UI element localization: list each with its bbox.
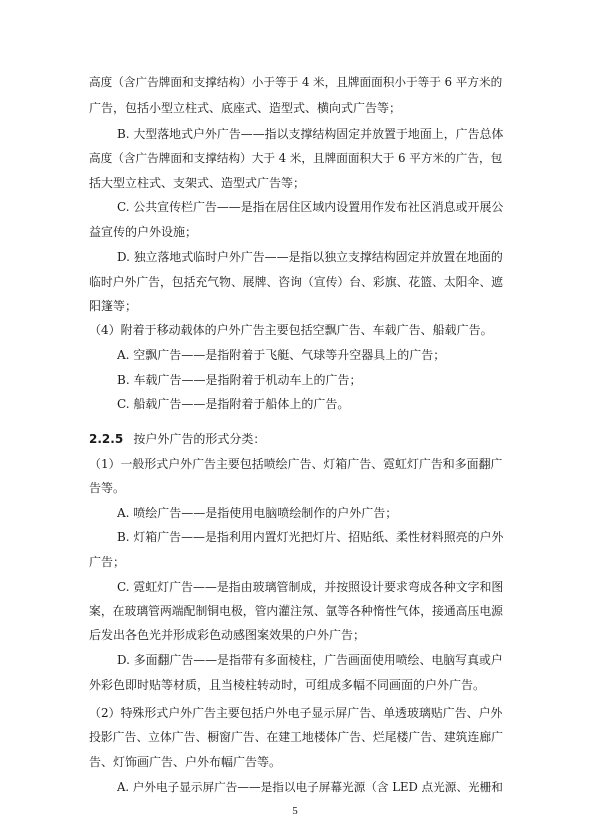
section-number: 2.2.5	[89, 432, 124, 446]
text-line: 高度（含广告牌面和支撑结构）大于 4 米，且牌面面积大于 6 平方米的广告，包	[89, 151, 503, 165]
text-line: A. 空飘广告——是指附着于飞艇、气球等升空器具上的广告；	[117, 348, 446, 362]
text-line: A. 户外电子显示屏广告——是指以电子屏幕光源（含 LED 点光源、光栅和	[117, 780, 503, 794]
text-line: 临时户外广告，包括充气物、展牌、咨询（宣传）台、彩旗、花篮、太阳伞、遮	[89, 275, 503, 289]
text-line: 案，在玻璃管两端配制铜电极，管内灌注氖、氩等各种惰性气体，接通高压电源	[89, 604, 503, 618]
text-line: （2）特殊形式户外广告主要包括户外电子显示屏广告、单透玻璃贴广告、户外	[89, 706, 503, 720]
text-line: 益宣传的户外设施；	[89, 225, 198, 239]
text-line: （1）一般形式户外广告主要包括喷绘广告、灯箱广告、霓虹灯广告和多面翻广	[89, 457, 503, 471]
section-title: 按户外广告的形式分类：	[133, 432, 266, 446]
text-line: C. 公共宣传栏广告——是指在居住区域内设置用作发布社区消息或开展公	[117, 200, 504, 214]
text-line: B. 车载广告——是指附着于机动车上的广告；	[117, 373, 362, 387]
text-line: C. 霓虹灯广告——是指由玻璃管制成，并按照设计要求弯成各种文字和图	[117, 580, 504, 594]
text-line: D. 独立落地式临时户外广告——是指以独立支撑结构固定并放置在地面的	[117, 250, 503, 264]
text-line: C. 船载广告——是指附着于船体上的广告。	[117, 397, 350, 411]
text-line: B. 灯箱广告——是指利用内置灯光把灯片、招贴纸、柔性材料照亮的户外	[117, 530, 504, 544]
text-line: 广告，包括小型立柱式、底座式、造型式、横向式广告等；	[89, 101, 402, 115]
text-line: 广告；	[89, 555, 126, 569]
text-line: 高度（含广告牌面和支撑结构）小于等于 4 米，且牌面面积小于等于 6 平方米的	[89, 75, 503, 89]
text-line: 阳篷等；	[89, 299, 138, 313]
text-line: 后发出各色光并形成彩色动感图案效果的户外广告；	[89, 628, 366, 642]
text-line: D. 多面翻广告——是指带有多面棱柱，广告画面使用喷绘、电脑写真或户	[117, 653, 503, 667]
text-line: 括大型立柱式、支架式、造型式广告等；	[89, 176, 306, 190]
text-line: 告等。	[89, 481, 126, 495]
text-line: （4）附着于移动载体的户外广告主要包括空飘广告、车载广告、船载广告。	[89, 323, 493, 337]
text-line: B. 大型落地式户外广告——指以支撑结构固定并放置于地面上，广告总体	[117, 127, 504, 141]
page-number: 5	[292, 805, 298, 817]
text-line: 投影广告、立体广告、橱窗广告、在建工地楼体广告、烂尾楼广告、建筑连廊广	[89, 730, 503, 744]
section-heading	[89, 431, 265, 447]
text-line: A. 喷绘广告——是指使用电脑喷绘制作的户外广告；	[117, 506, 398, 520]
text-line: 外彩色即时贴等材质，且当棱柱转动时，可组成多幅不同画面的户外广告。	[89, 678, 486, 692]
text-line: 告、灯饰画广告、户外布幅广告等。	[89, 755, 282, 769]
